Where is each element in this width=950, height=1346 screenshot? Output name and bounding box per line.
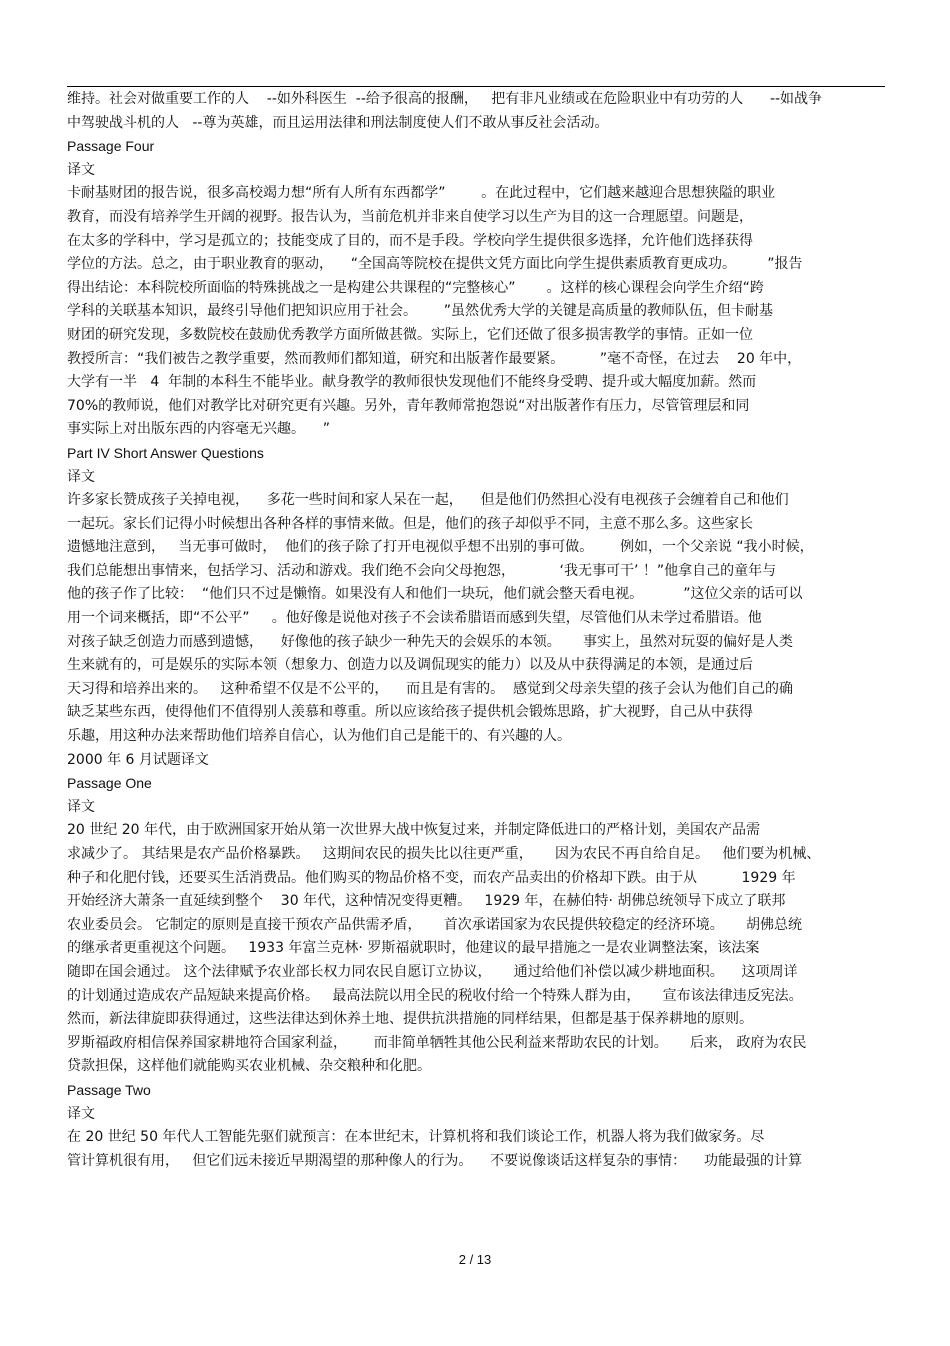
text-line: 我们总能想出事情来，包括学习、活动和游戏。我们绝不会向父母抱怨， ‘我无事可干’ ！”他拿自己的童年与 bbox=[67, 562, 777, 579]
text-line: 乐趣，用这种办法来帮助他们培养自信心，认为他们自己是能干的、有兴趣的人。 bbox=[67, 728, 571, 745]
text-line: 译文 bbox=[67, 161, 95, 178]
text-line: 贷款担保，这样他们就能购买农业机械、杂交粮种和化肥。 bbox=[67, 1058, 431, 1075]
text-line: 译文 bbox=[67, 798, 95, 815]
section-heading: Part IV Short Answer Questions bbox=[67, 444, 264, 461]
text-line: 天习得和培养出来的。 这种希望不仅是不公平的， 而且是有害的。 感觉到父母亲失望的孩子会认为他们自己的确 bbox=[67, 680, 794, 697]
text-line: 许多家长赞成孩子关掉电视， 多花一些时间和家人呆在一起， 但是他们仍然担心没有电视孩子会缠着自己和他们 bbox=[67, 492, 789, 509]
document-body bbox=[67, 88, 887, 1173]
text-line: 然而，新法律旋即获得通过，这些法律达到休养土地、提供抗洪措施的同样结果，但都是基于保养耕地的原则。 bbox=[67, 1011, 753, 1028]
text-line: 随即在国会通过。 这个法律赋予农业部长权力同农民自愿订立协议， 通过给他们补偿以减少耕地面积。 这项周详 bbox=[67, 963, 798, 980]
text-line: 农业委员会。 它制定的原则是直接干预农产品供需矛盾， 首次承诺国家为农民提供较稳定的经济环境。 胡佛总统 bbox=[67, 916, 802, 933]
text-line: 译文 bbox=[67, 1105, 95, 1122]
text-line: 2000 年 6 月试题译文 bbox=[67, 751, 209, 768]
text-line: 学科的关联基本知识，最终引导他们把知识应用于社会。 ”虽然优秀大学的关键是高质量的教师队伍，但卡耐基 bbox=[67, 303, 773, 320]
text-line: 教授所言：“我们被告之教学重要，然而教师们都知道，研究和出版著作最要紧。 ”毫不奇怪，在过去 20 年中， bbox=[67, 350, 802, 367]
text-line: 种子和化肥付钱，还要买生活消费品。他们购买的物品价格不变，而农产品卖出的价格却下跌。由于从 1929 年 bbox=[67, 869, 796, 886]
text-line: 的继承者更重视这个问题。 1933 年富兰克林· 罗斯福就职时，他建议的最早措施之一是农业调整法案，该法案 bbox=[67, 940, 760, 957]
text-line: 生来就有的，可是娱乐的实际本领（想象力、创造力以及调侃现实的能力）以及从中获得满足的本领，是通过后 bbox=[67, 657, 753, 674]
text-line: 罗斯福政府相信保养国家耕地符合国家利益， 而非简单牺牲其他公民利益来帮助农民的计划。 后来， 政府为农民 bbox=[67, 1034, 807, 1051]
text-line: 在 20 世纪 50 年代人工智能先驱们就预言：在本世纪末，计算机将和我们谈论工作，机器人将为我们做家务。尽 bbox=[67, 1129, 765, 1146]
text-line: 他的孩子作了比较： “他们只不过是懒惰。如果没有人和他们一块玩，他们就会整天看电视。 ”这位父亲的话可以 bbox=[67, 586, 803, 603]
section-heading: Passage Two bbox=[67, 1081, 151, 1098]
text-line: 遗憾地注意到， 当无事可做时， 他们的孩子除了打开电视似乎想不出别的事可做。 例如，一个父亲说 “我小时候， bbox=[67, 539, 814, 556]
text-line: 求减少了。 其结果是农产品价格暴跌。 这期间农民的损失比以往更严重， 因为农民不再自给自足。 他们要为机械、 bbox=[67, 846, 821, 862]
section-heading: Passage Four bbox=[67, 138, 155, 155]
text-line: 管计算机很有用， 但它们远未接近早期渴望的那种像人的行为。 不要说像谈话这样复杂的事情： 功能最强的计算 bbox=[67, 1152, 802, 1169]
text-line: 的计划通过造成农产品短缺来提高价格。 最高法院以用全民的税收付给一个特殊人群为由， 宣布该法律违反宪法。 bbox=[67, 987, 803, 1004]
text-line: 一起玩。家长们记得小时候想出各种各样的事情来做。但是，他们的孩子却似乎不同，主意不那么多。这些家长 bbox=[67, 515, 753, 532]
text-line: 对孩子缺乏创造力而感到遗憾， 好像他的孩子缺少一种先天的会娱乐的本领。 事实上，虽然对玩耍的偏好是人类 bbox=[67, 633, 794, 650]
text-line: 用一个词来概括，即“不公平” 。他好像是说他对孩子不会读希腊语而感到失望，尽管他们从未学过希腊语。他 bbox=[67, 610, 762, 627]
text-line: 开始经济大萧条一直延续到整个 30 年代，这种情况变得更糟。 1929 年，在赫伯特· 胡佛总统领导下成立了联邦 bbox=[67, 893, 786, 910]
page-number: 2 / 13 bbox=[458, 1252, 492, 1267]
text-line: 事实际上对出版东西的内容毫无兴趣。 ” bbox=[67, 421, 331, 438]
text-line: 财团的研究发现，多数院校在鼓励优秀教学方面所做甚微。实际上，它们还做了很多损害教学的事情。正如一位 bbox=[67, 326, 753, 343]
text-line: 学位的方法。总之，由于职业教育的驱动， “全国高等院校在提供文凭方面比向学生提供素质教育更成功。 ”报告 bbox=[67, 256, 803, 273]
header-rule bbox=[67, 86, 885, 87]
text-line: 得出结论：本科院校所面临的特殊挑战之一是构建公共课程的“完整核心” 。这样的核心课程会向学生介绍“跨 bbox=[67, 279, 764, 296]
section-heading: Passage One bbox=[67, 775, 152, 792]
text-line: 维持。社会对做重要工作的人 --如外科医生 --给予很高的报酬， 把有非凡业绩或在危险职业中有功劳的人 --如战争 bbox=[67, 91, 823, 107]
text-line: 卡耐基财团的报告说，很多高校竭力想“所有人所有东西都学” 。在此过程中，它们越来越迎合思想狭隘的职业 bbox=[67, 185, 776, 202]
text-line: 大学有一半 4 年制的本科生不能毕业。献身教学的教师很快发现他们不能终身受聘、提升或大幅度加薪。然而 bbox=[67, 374, 757, 391]
text-line: 缺乏某些东西，使得他们不值得别人羡慕和尊重。所以应该给孩子提供机会锻炼思路，扩大视野，自己从中获得 bbox=[67, 704, 753, 721]
text-line: 20 世纪 20 年代，由于欧洲国家开始从第一次世界大战中恢复过来，并制定降低进口的严格计划，美国农产品需 bbox=[67, 822, 760, 839]
text-line: 教育，而没有培养学生开阔的视野。报告认为，当前危机并非来自使学习以生产为目的这一合理愿望。问题是， bbox=[67, 208, 753, 225]
text-line: 在太多的学科中，学习是孤立的；技能变成了目的，而不是手段。学校向学生提供很多选择，允许他们选择获得 bbox=[67, 232, 753, 249]
text-line: 中驾驶战斗机的人 --尊为英雄，而且运用法律和刑法制度使人们不敢从事反社会活动。 bbox=[67, 114, 609, 131]
text-line: 译文 bbox=[67, 468, 95, 485]
text-line: 70%的教师说，他们对教学比对研究更有兴趣。另外，青年教师常抱怨说“对出版著作有压力，尽管管理层和同 bbox=[67, 397, 750, 414]
